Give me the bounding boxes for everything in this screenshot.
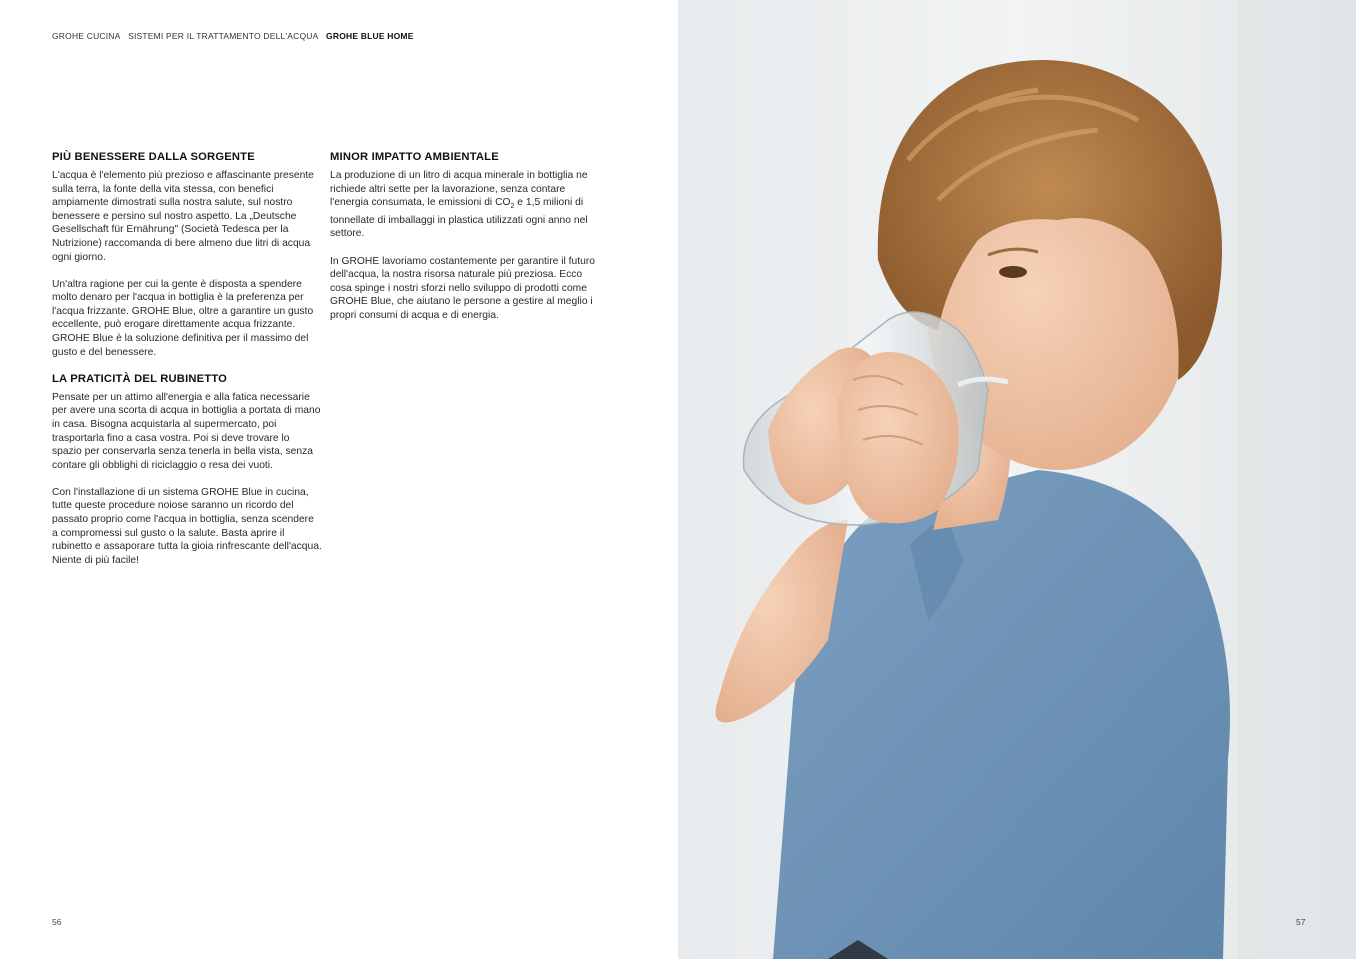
breadcrumb-item-kitchen[interactable]: GROHE CUCINA <box>52 31 121 41</box>
background-wall-shade <box>1238 0 1356 959</box>
text-column-left <box>52 151 322 581</box>
paragraph-convenience-1: Pensate per un attimo all'energia e alla fatica necessarie per avere una scorta di acqua in bottiglia a portata di mano in casa. Bisogna acquistarla al supermercato, poi trasportarla fino a casa vostra. Poi si deve trovare lo spazio per conservarla senza tenerla in bella vista, senza contare gli obblighi di riciclaggio o resa dei vuoti. <box>52 391 321 471</box>
photo-child-drinking-water <box>678 0 1356 959</box>
page-number-right: 57 <box>1296 917 1306 927</box>
section-title-wellbeing: PIÙ BENESSERE DALLA SORGENTE <box>52 151 255 163</box>
paragraph-convenience-2: Con l'installazione di un sistema GROHE Blue in cucina, tutte queste procedure noiose saranno un ricordo del passato proprio come l'acqua in bottiglia, senza scendere a compromessi sul gusto o la salute. Basta aprire il rubinetto e assaporare tutta la gioia rinfrescante dell'acqua. Niente di più facile! <box>52 486 322 566</box>
page-number-left: 56 <box>52 917 62 927</box>
text-column-right <box>330 151 600 336</box>
paragraph-environment-1 <box>330 169 600 241</box>
section-title-environment: MINOR IMPATTO AMBIENTALE <box>330 151 499 163</box>
paragraph-environment-2: In GROHE lavoriamo costantemente per garantire il futuro dell'acqua, la nostra risorsa naturale più preziosa. Ecco cosa spinge i nostri sforzi nello sviluppo di prodotti come GROHE Blue, che aiutano le persone a gestire al meglio i propri consumi di acqua e di energia. <box>330 255 595 321</box>
photo-illustration <box>678 0 1356 959</box>
section-title-convenience: LA PRATICITÀ DEL RUBINETTO <box>52 372 228 385</box>
breadcrumb <box>52 31 419 41</box>
breadcrumb-item-water-systems[interactable]: SISTEMI PER IL TRATTAMENTO DELL'ACQUA <box>128 31 319 41</box>
child-eye <box>999 266 1027 278</box>
paragraph-environment-1-a: La produzione di un litro di acqua minerale in bottiglia ne richiede altri sette per la lavorazione, senza contare l'energia consumata, le emissioni di CO <box>330 170 588 209</box>
paragraph-wellbeing-1: L'acqua è l'elemento più prezioso e affascinante presente sulla terra, la fonte della vita stessa, con benefici ampiamente dimostrati sulla nostra salute, sul nostro benessere e persino sul nostro aspetto. La „Deutsche Gesellschaft für Ernährung" (Società Tedesca per la Nutrizione) raccomanda di bere almeno due litri di acqua ogni giorno. <box>52 170 314 263</box>
paragraph-environment-1-b: e 1,5 milioni di tonnellate di imballaggi in plastica utilizzati ogni anno nel settore. <box>330 197 588 240</box>
paragraph-wellbeing-2: Un'altra ragione per cui la gente è disposta a spendere molto denaro per l'acqua in bottiglia è la preferenza per l'acqua frizzante. GROHE Blue, oltre a garantire un gusto eccellente, può erogare direttamente acqua frizzante. GROHE Blue è la soluzione definitiva per il massimo del gusto e del benessere. <box>52 278 314 358</box>
breadcrumb-current: GROHE BLUE HOME <box>326 31 414 41</box>
co2-subscript: 2 <box>510 203 515 211</box>
